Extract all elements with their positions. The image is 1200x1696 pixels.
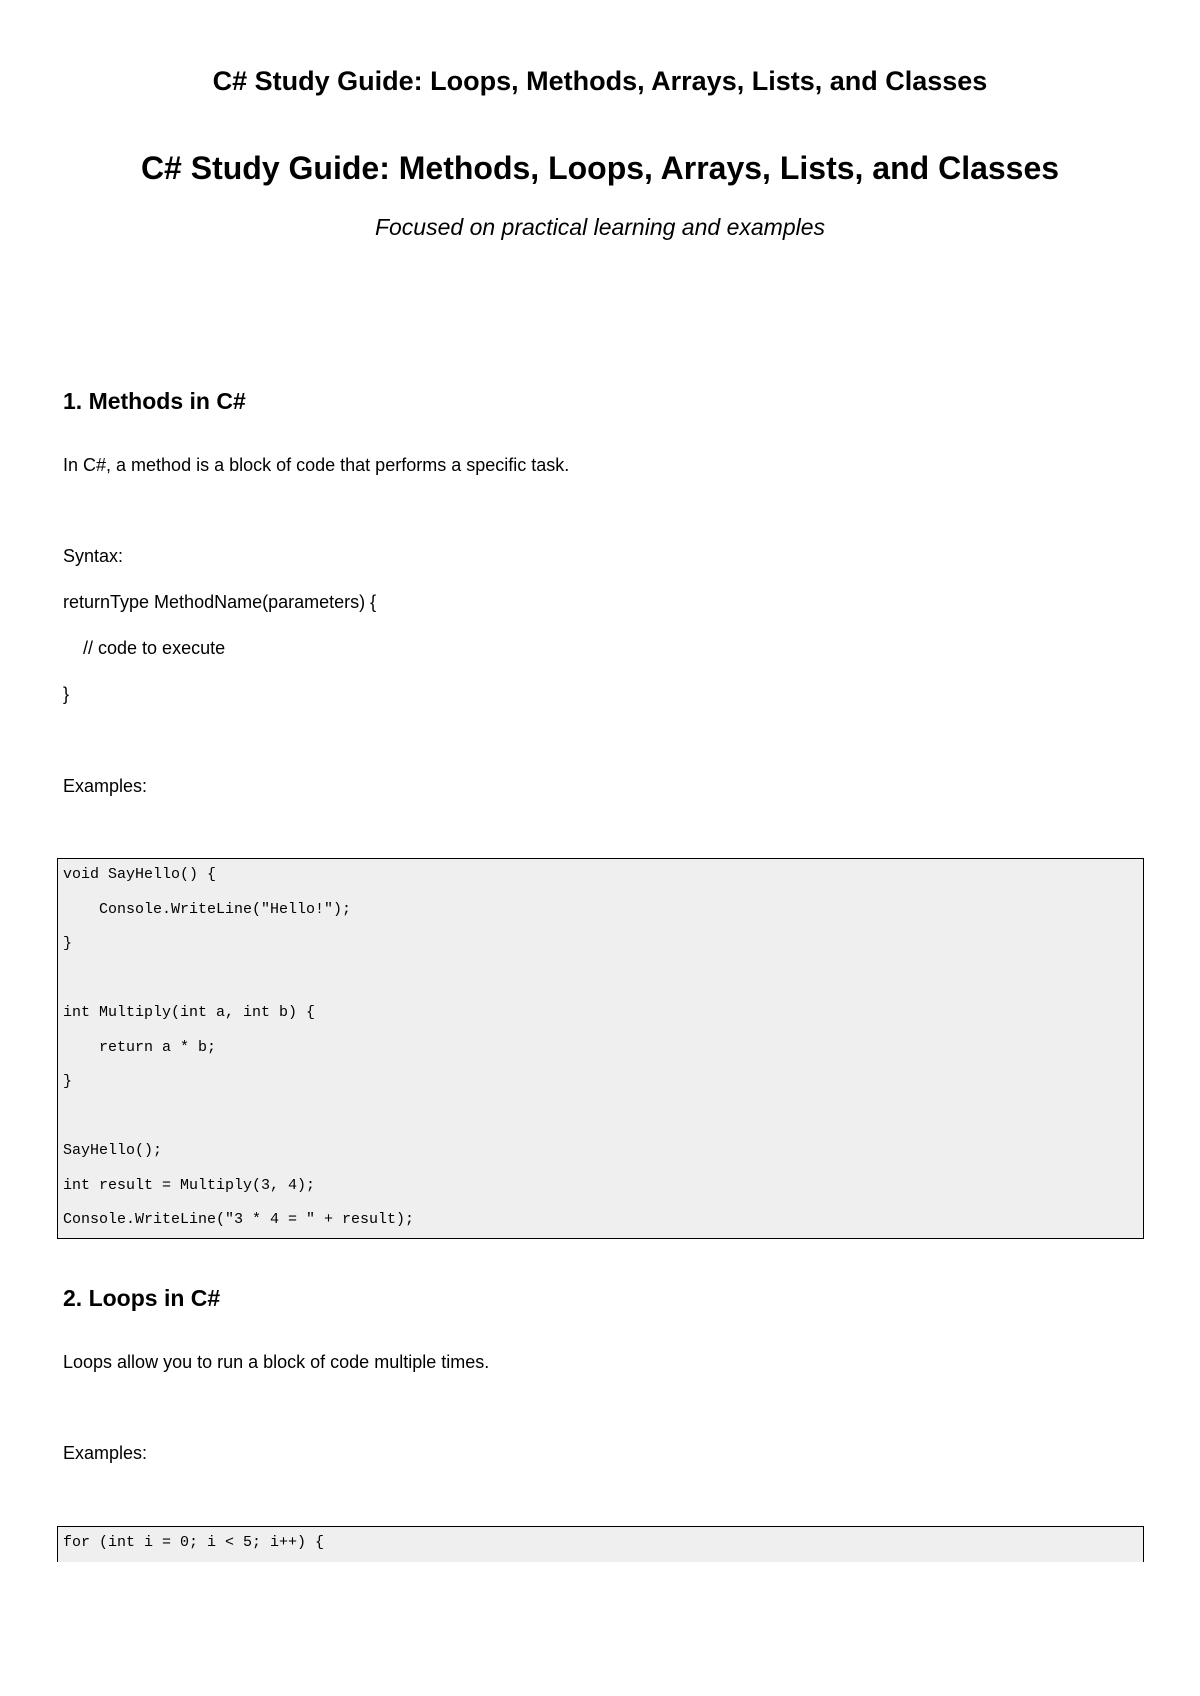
loops-examples-label: Examples:: [63, 1443, 148, 1463]
code-line: SayHello();: [63, 1142, 163, 1159]
code-line: Console.WriteLine("3 * 4 = " + result);: [63, 1211, 415, 1228]
loops-code-block: [57, 1526, 1144, 1562]
code-line: int result = Multiply(3, 4);: [63, 1177, 316, 1194]
code-line: return a * b;: [63, 1039, 217, 1056]
document-title: C# Study Guide: Methods, Loops, Arrays, Lists, and Classes: [140, 150, 1060, 186]
code-line: }: [63, 935, 73, 952]
methods-code-block: [57, 858, 1144, 1239]
methods-intro-text: In C#, a method is a block of code that performs a specific task.: [63, 455, 570, 475]
methods-syntax-line: }: [63, 684, 70, 704]
section-heading-methods: 1. Methods in C#: [63, 388, 246, 414]
code-line: Console.WriteLine("Hello!");: [63, 901, 352, 918]
document-header: C# Study Guide: Loops, Methods, Arrays, Lists, and Classes: [212, 66, 988, 96]
code-line: }: [63, 1073, 73, 1090]
code-line: for (int i = 0; i < 5; i++) {: [63, 1534, 325, 1551]
methods-examples-label: Examples:: [63, 776, 148, 796]
code-line: void SayHello() {: [63, 866, 217, 883]
section-heading-loops: 2. Loops in C#: [63, 1285, 221, 1311]
methods-syntax-line: returnType MethodName(parameters) {: [63, 592, 377, 612]
document-subtitle: Focused on practical learning and examples: [374, 214, 826, 240]
loops-intro-text: Loops allow you to run a block of code multiple times.: [63, 1352, 490, 1372]
methods-syntax-line: // code to execute: [63, 638, 226, 658]
methods-syntax-label: Syntax:: [63, 546, 124, 566]
code-line: int Multiply(int a, int b) {: [63, 1004, 316, 1021]
